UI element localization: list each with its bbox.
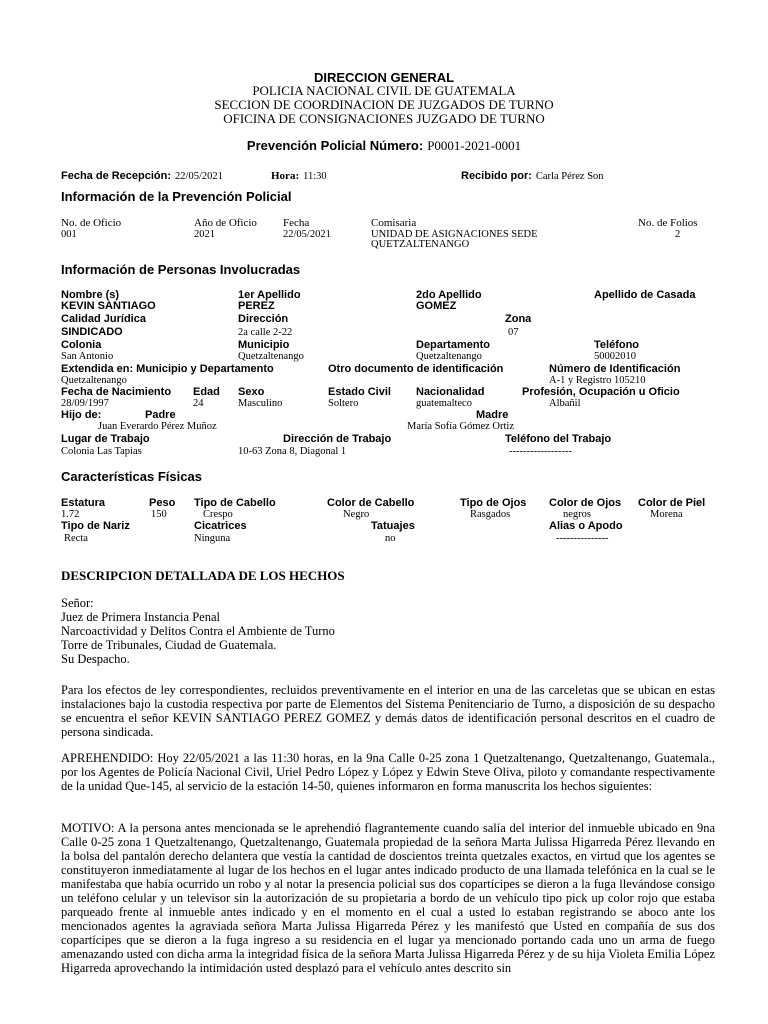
estado-civil-label: Estado Civil [328, 386, 391, 398]
folios-value: 2 [675, 229, 681, 240]
tatuajes-value: no [385, 533, 396, 544]
prevencion-number: P0001-2021-0001 [427, 138, 522, 153]
recepcion-fecha [61, 166, 223, 184]
extendida-value: Quetzaltenango [61, 375, 127, 386]
fecha-recepcion-value: 22/05/2021 [175, 171, 223, 182]
padre-value: Juan Everardo Pérez Muñoz [98, 421, 217, 432]
paragraph-text: MOTIVO: A la persona antes mencionada se le aprehendió flagrantemente cuando salía del interior del inmueble ubicado en 9na Calle 0-25 zona 1 Quetzaltenango, Quetzaltenango, Guatemala propiedad de la señora Marta Julissa Higarreda Pérez llevando en la bolsa del pantalón derecho delantera que vestía la cantidad de doscientos treinta quetzales exactos, en virtud que los agentes se constituyeron inmediatamente al lugar de los hechos en el lugar antes indicado producto de una llamada telefónica en la cual se le manifestaba que había ocurrido un robo y al notar la presencia policial sus dos copartícipes se dieron a la fuga llevándose consigo un teléfono celular y un televisor sin la autorización de su propietaria a bordo de un vehículo tipo pick up color rojo que estaba parqueado frente al inmueble antes indicado y en el momento en el cual a usted lo estaban registrando se aboco ante los mencionados agentes la agraviada señora Marta Julissa Higarreda Pérez y les manifestó que Usted en compañía de sus dos copartícipes que se dieron a la fuga ingreso a su residencia en el lugar ya mencionado portando cada uno un arma de fuego amenazando usted con dicha arma la integridad física de la señora Marta Julissa Higarreda Pérez y de su hija Violeta Emilia López Higarreda aprovechando la intimidación usted desplazó para el vehículo antes descrito sin [61, 821, 715, 975]
salutation-line: Torre de Tribunales, Ciudad de Guatemala. [61, 638, 277, 652]
fecha-header: Fecha [283, 217, 310, 229]
anio-header: Año de Oficio [194, 217, 257, 229]
alias-label: Alias o Apodo [549, 520, 623, 532]
tipo-cabello-label: Tipo de Cabello [194, 497, 276, 509]
paragraph-text: Para los efectos de ley correspondientes, recluidos preventivamente en el interior en una de las carceletas que se ubican en estas instalaciones bajo la custodia respectiva por parte de Elementos del Sistema Penitenciario de Turno, a disposición de su despacho se encuentra el señor KEVIN SANTIAGO PEREZ GOMEZ y demás datos de identificación personal descritos en el cuadro de persona sindicada. [61, 683, 715, 739]
nacionalidad-value: guatemalteco [416, 398, 472, 409]
hijo-de-label: Hijo de: [61, 409, 102, 421]
caracteristicas-title: Características Físicas [61, 469, 202, 484]
tipo-nariz-value: Recta [64, 533, 88, 544]
paragraph-motivo [61, 821, 715, 1024]
salutation-line: Señor: [61, 596, 94, 610]
departamento-label: Departamento [416, 339, 490, 351]
cicatrices-value: Ninguna [194, 533, 231, 544]
comisaria-value-2: QUETZALTENANGO [371, 239, 470, 250]
madre-value: María Sofía Gómez Ortiz [407, 421, 515, 432]
nombre-value: KEVIN SANTIAGO [61, 300, 156, 312]
tel-trabajo-value: ------------------ [509, 446, 572, 457]
header-line-3: OFICINA DE CONSIGNACIONES JUZGADO DE TURNO [223, 111, 545, 126]
estatura-label: Estatura [61, 497, 106, 509]
casada-label: Apellido de Casada [594, 289, 696, 301]
estatura-value: 1.72 [61, 509, 80, 520]
descripcion-title: DESCRIPCION DETALLADA DE LOS HECHOS [61, 568, 345, 583]
apellido2-label: 2do Apellido [416, 289, 482, 301]
sexo-label: Sexo [238, 386, 265, 398]
apellido2-value: GOMEZ [416, 300, 457, 312]
estado-civil-value: Soltero [328, 398, 359, 409]
color-ojos-label: Color de Ojos [549, 497, 622, 509]
recepcion-recibido [461, 166, 604, 184]
apellido1-label: 1er Apellido [238, 289, 301, 301]
paragraph-text: APREHENDIDO: Hoy 22/05/2021 a las 11:30 horas, en la 9na Calle 0-25 zona 1 Quetzaltenango, Quetzaltenango, Guatemala., por los Agentes de Policía Nacional Civil, Uriel Pedro López y López y Edwin Steve Oliva, piloto y comandante respectivamente de la unidad Que-145, al servicio de la estación 14-50, quienes informaron en forma manuscrita los hechos siguientes: [61, 751, 715, 793]
lugar-trabajo-label: Lugar de Trabajo [61, 433, 150, 445]
recepcion-hora [271, 166, 327, 184]
fecha-value: 22/05/2021 [283, 229, 331, 240]
fecha-nac-label: Fecha de Nacimiento [61, 386, 172, 398]
color-ojos-value: negros [563, 509, 591, 520]
anio-value: 2021 [194, 229, 215, 240]
apellido1-value: PEREZ [238, 300, 275, 312]
comisaria-value-1: UNIDAD DE ASIGNACIONES SEDE [371, 229, 538, 240]
tipo-ojos-label: Tipo de Ojos [460, 497, 527, 509]
folios-header: No. de Folios [638, 217, 698, 229]
dir-trabajo-label: Dirección de Trabajo [283, 433, 392, 445]
tipo-ojos-value: Rasgados [470, 509, 511, 520]
calidad-value: SINDICADO [61, 326, 123, 338]
otro-doc-label: Otro documento de identificación [328, 363, 504, 375]
num-id-label: Número de Identificación [549, 363, 681, 375]
recibido-value: Carla Pérez Son [535, 171, 604, 182]
edad-value: 24 [193, 398, 204, 409]
salutation-line: Su Despacho. [61, 652, 130, 666]
lugar-trabajo-value: Colonia Las Tapias [61, 446, 142, 457]
nacionalidad-label: Nacionalidad [416, 386, 485, 398]
zona-label: Zona [505, 313, 532, 325]
color-cabello-value: Negro [343, 509, 370, 520]
color-cabello-label: Color de Cabello [327, 497, 415, 509]
hora-label: Hora: [271, 170, 300, 182]
nombre-label: Nombre (s) [61, 289, 120, 301]
departamento-value: Quetzaltenango [416, 351, 482, 362]
fecha-nac-value: 28/09/1997 [61, 398, 109, 409]
telefono-value: 50002010 [594, 351, 636, 362]
telefono-label: Teléfono [594, 339, 640, 351]
madre-label: Madre [476, 409, 509, 421]
peso-value: 150 [151, 509, 167, 520]
hora-value: 11:30 [303, 171, 327, 182]
paragraph-recluidos [61, 683, 715, 739]
colonia-value: San Antonio [61, 351, 114, 362]
tipo-cabello-value: Crespo [203, 509, 233, 520]
colonia-label: Colonia [61, 339, 102, 351]
salutation-block [61, 596, 715, 666]
tipo-nariz-label: Tipo de Nariz [61, 520, 130, 532]
extendida-label: Extendida en: Municipio y Departamento [61, 363, 274, 375]
peso-label: Peso [149, 497, 176, 509]
paragraph-aprehendido [61, 751, 715, 793]
profesion-label: Profesión, Ocupación u Oficio [522, 386, 680, 398]
municipio-value: Quetzaltenango [238, 351, 304, 362]
oficio-header: No. de Oficio [61, 217, 122, 229]
edad-label: Edad [193, 386, 220, 398]
fecha-recepcion-label: Fecha de Recepción: [61, 170, 172, 182]
direccion-value: 2a calle 2-22 [238, 327, 293, 338]
comisaria-header: Comisaria [371, 217, 417, 229]
direccion-label: Dirección [238, 313, 289, 325]
alias-value: --------------- [556, 533, 609, 544]
calidad-label: Calidad Jurídica [61, 313, 146, 325]
header-line-1: POLICIA NACIONAL CIVIL DE GUATEMALA [252, 83, 516, 98]
dir-trabajo-value: 10-63 Zona 8, Diagonal 1 [238, 446, 347, 457]
cicatrices-label: Cicatrices [194, 520, 247, 532]
sexo-value: Masculino [238, 398, 283, 409]
personas-title: Información de Personas Involucradas [61, 262, 301, 277]
profesion-value: Albañil [549, 398, 581, 409]
padre-label: Padre [145, 409, 176, 421]
header-line-2: SECCION DE COORDINACION DE JUZGADOS DE TURNO [214, 97, 554, 112]
recibido-label: Recibido por: [461, 170, 532, 182]
prevencion-label: Prevención Policial Número: [246, 138, 424, 153]
zona-value: 07 [508, 327, 519, 338]
tatuajes-label: Tatuajes [371, 520, 415, 532]
color-piel-label: Color de Piel [638, 497, 706, 509]
prevencion-number-line [0, 137, 768, 155]
salutation-line: Narcoactividad y Delitos Contra el Ambiente de Turno [61, 624, 335, 638]
tel-trabajo-label: Teléfono del Trabajo [505, 433, 612, 445]
municipio-label: Municipio [238, 339, 290, 351]
oficio-value: 001 [61, 229, 77, 240]
info-prevencion-title: Información de la Prevención Policial [61, 189, 292, 204]
num-id-value: A-1 y Registro 105210 [549, 375, 646, 386]
salutation-line: Juez de Primera Instancia Penal [61, 610, 220, 624]
header-title: DIRECCION GENERAL [313, 70, 455, 85]
color-piel-value: Morena [650, 509, 683, 520]
